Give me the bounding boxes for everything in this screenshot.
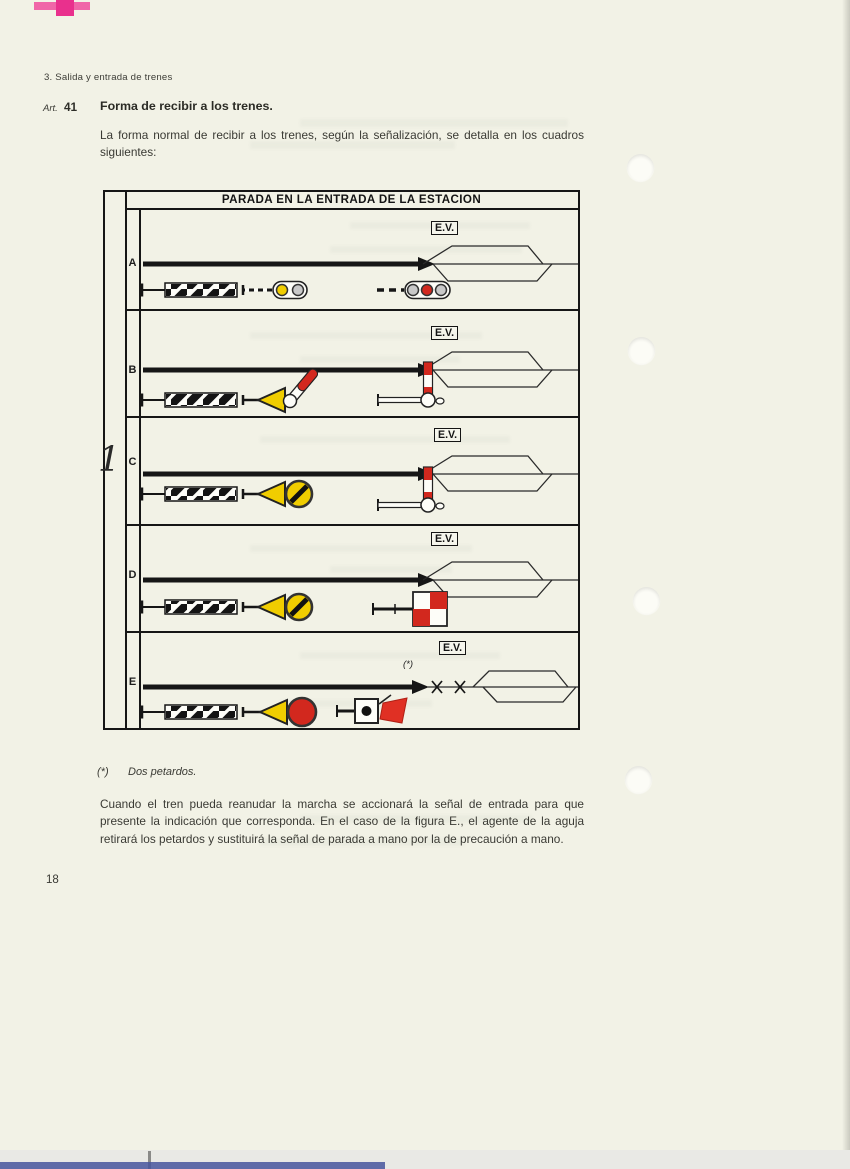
scanner-margin	[683, 0, 850, 1169]
row-letter-b: B	[128, 364, 137, 376]
row-letter-e: E	[128, 676, 137, 688]
magenta-mark	[56, 0, 74, 16]
table-title: PARADA EN LA ENTRADA DE LA ESTACION	[221, 193, 482, 206]
track-arrow	[143, 680, 578, 694]
petardos-footnote-marker: (*)	[402, 659, 414, 670]
track-arrow	[143, 257, 578, 271]
hole-punch	[627, 154, 654, 181]
ev-label: E.V.	[439, 641, 466, 655]
hole-punch	[628, 337, 655, 364]
hole-punch	[625, 766, 652, 793]
row-d-diagram	[139, 524, 580, 631]
closing-paragraph: Cuando el tren pueda reanudar la marcha se accionará la señal de entrada para que presente la indicación que corresponda. En el caso de la figura E., el agente de la aguja retirará los petardos y sustituirá la señal de parada a mano por la de precaución a mano.	[100, 797, 584, 846]
ev-label: E.V.	[431, 221, 458, 235]
row-b	[105, 309, 578, 416]
running-header: 3. Salida y entrada de trenes	[44, 72, 173, 83]
row-a-diagram	[139, 209, 580, 309]
advance-board-icon	[142, 705, 237, 719]
signal-table	[98, 190, 580, 730]
ev-label: E.V.	[431, 532, 458, 546]
article-number: 41	[64, 100, 78, 114]
bleed-ghost	[300, 119, 568, 127]
ev-label: E.V.	[431, 326, 458, 340]
distant-disc-red-icon	[243, 698, 316, 726]
advance-board-icon	[142, 283, 237, 297]
track-arrow	[143, 467, 578, 481]
footnote-text: Dos petardos.	[128, 766, 197, 778]
page-number: 18	[46, 874, 59, 886]
row-a	[105, 209, 578, 309]
row-e	[105, 631, 578, 732]
hand-stop-signal-icon	[337, 699, 378, 723]
advance-board-icon	[142, 393, 237, 407]
advance-board-icon	[142, 487, 237, 501]
distant-semaphore-arm-raised-icon	[243, 367, 319, 412]
intro-paragraph: La forma normal de recibir a los trenes, según la señalización, se detalla en los cuadros siguientes:	[100, 128, 584, 160]
handwritten-margin-mark: 1	[98, 440, 121, 480]
distant-light-signal-icon	[243, 282, 307, 299]
row-letter-d: D	[128, 569, 137, 581]
row-c-diagram	[139, 416, 580, 524]
row-d	[105, 524, 578, 631]
article-title: Forma de recibir a los trenes.	[100, 99, 273, 113]
row-b-diagram	[139, 309, 580, 416]
row-e-diagram	[139, 631, 580, 732]
red-flag-icon	[379, 695, 407, 723]
track-arrow	[143, 363, 578, 377]
page-edge-shadow	[842, 0, 850, 1169]
scan-bottom-blue-strip	[0, 1162, 385, 1169]
row-letter-a: A	[128, 257, 137, 269]
row-letter-c: C	[128, 456, 137, 468]
distant-disc-yellow-icon	[243, 594, 312, 620]
distant-disc-yellow-icon	[243, 481, 312, 507]
article-label: Art.	[43, 103, 58, 114]
advance-board-icon	[142, 600, 237, 614]
ev-label: E.V.	[434, 428, 461, 442]
checkerboard-stop-panel-icon	[373, 592, 447, 626]
hole-punch	[633, 587, 660, 614]
track-arrow	[143, 573, 578, 587]
entry-light-signal-icon	[377, 282, 450, 299]
footnote-marker: (*)	[97, 766, 109, 778]
row-c	[105, 416, 578, 524]
